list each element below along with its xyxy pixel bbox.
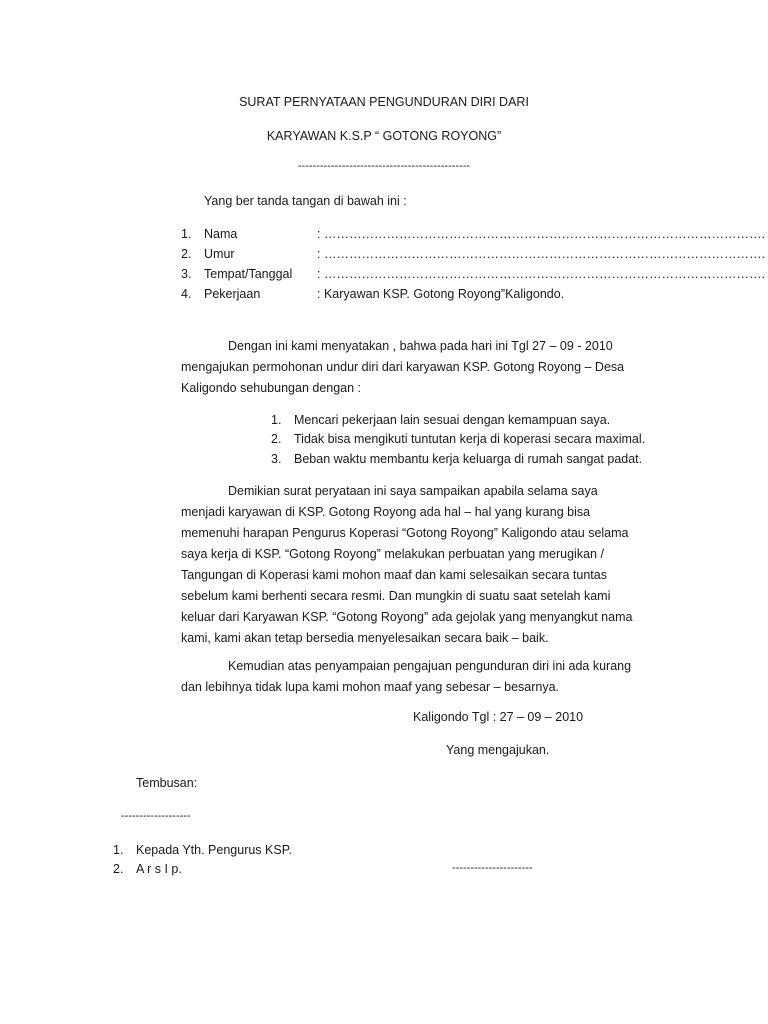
field-value: : …………………………………………………………………………………………….	[317, 247, 765, 261]
field-number: 3.	[181, 267, 192, 281]
paragraph-apology	[181, 481, 641, 649]
date-line: Kaligondo Tgl : 27 – 09 – 2010	[413, 710, 584, 724]
cc-heading: Tembusan:	[136, 776, 198, 790]
paragraph-closing-text: Kemudian atas penyampaian pengajuan pengunduran diri ini ada kurang dan lebihnya tidak lupa kami mohon maaf yang sebesar – besarnya.	[181, 659, 632, 694]
field-value: : …………………………………………………………………………………………….	[317, 267, 765, 281]
cc-number: 1.	[113, 843, 124, 857]
field-number: 1.	[181, 227, 192, 241]
intro-text: Yang ber tanda tangan di bawah ini :	[204, 194, 407, 208]
signature-line: ----------------------	[452, 862, 533, 874]
field-value: : Karyawan KSP. Gotong Royong”Kaligondo.	[317, 287, 565, 301]
field-value: : …………………………………………………………………………………………….	[317, 227, 765, 241]
reason-text: Beban waktu membantu kerja keluarga di rumah sangat padat.	[294, 452, 643, 466]
field-number: 2.	[181, 247, 192, 261]
cc-separator: -------------------	[121, 810, 191, 822]
reason-text: Tidak bisa mengikuti tuntutan kerja di koperasi secara maximal.	[294, 432, 646, 446]
applicant-label: Yang mengajukan.	[446, 743, 550, 757]
title-line-2: KARYAWAN K.S.P “ GOTONG ROYONG”	[266, 129, 502, 143]
paragraph-apology-text: Demikian surat peryataan ini saya sampaikan apabila selama saya menjadi karyawan di KSP. Gotong Royong ada hal – hal yang kurang bisa memenuhi harapan Pengurus Koperasi “Gotong Royong” Kaligondo atau selama saya kerja di KSP. “Gotong Royong” melakukan perbuatan yang merugikan / Tangungan di Koperasi kami mohon maaf dan kami selesaikan secara tuntas sebelum kami berhenti secara resmi. Dan mungkin di suatu saat setelah kami keluar dari Karyawan KSP. “Gotong Royong” ada gejolak yang menyangkut nama kami, kami akan tetap bersedia menyelesaikan secara baik – baik.	[181, 484, 633, 645]
cc-number: 2.	[113, 862, 124, 876]
paragraph-statement	[181, 336, 641, 399]
title-separator: -----------------------------------------------	[297, 160, 471, 172]
cc-text: A r s I p.	[136, 862, 182, 876]
reason-text: Mencari pekerjaan lain sesuai dengan kemampuan saya.	[294, 413, 611, 427]
reason-number: 3.	[271, 452, 282, 466]
reason-number: 2.	[271, 432, 282, 446]
reason-number: 1.	[271, 413, 282, 427]
field-label: Nama	[204, 227, 238, 241]
field-number: 4.	[181, 287, 192, 301]
field-label: Tempat/Tanggal	[204, 267, 293, 281]
field-label: Pekerjaan	[204, 287, 261, 301]
paragraph-statement-text: Dengan ini kami menyatakan , bahwa pada hari ini Tgl 27 – 09 - 2010 mengajukan permohonan undur diri dari karyawan KSP. Gotong Royong – Desa Kaligondo sehubungan dengan :	[181, 339, 625, 395]
paragraph-closing	[181, 656, 641, 698]
field-label: Umur	[204, 247, 235, 261]
cc-text: Kepada Yth. Pengurus KSP.	[136, 843, 292, 857]
title-line-1: SURAT PERNYATAAN PENGUNDURAN DIRI DARI	[239, 95, 529, 109]
